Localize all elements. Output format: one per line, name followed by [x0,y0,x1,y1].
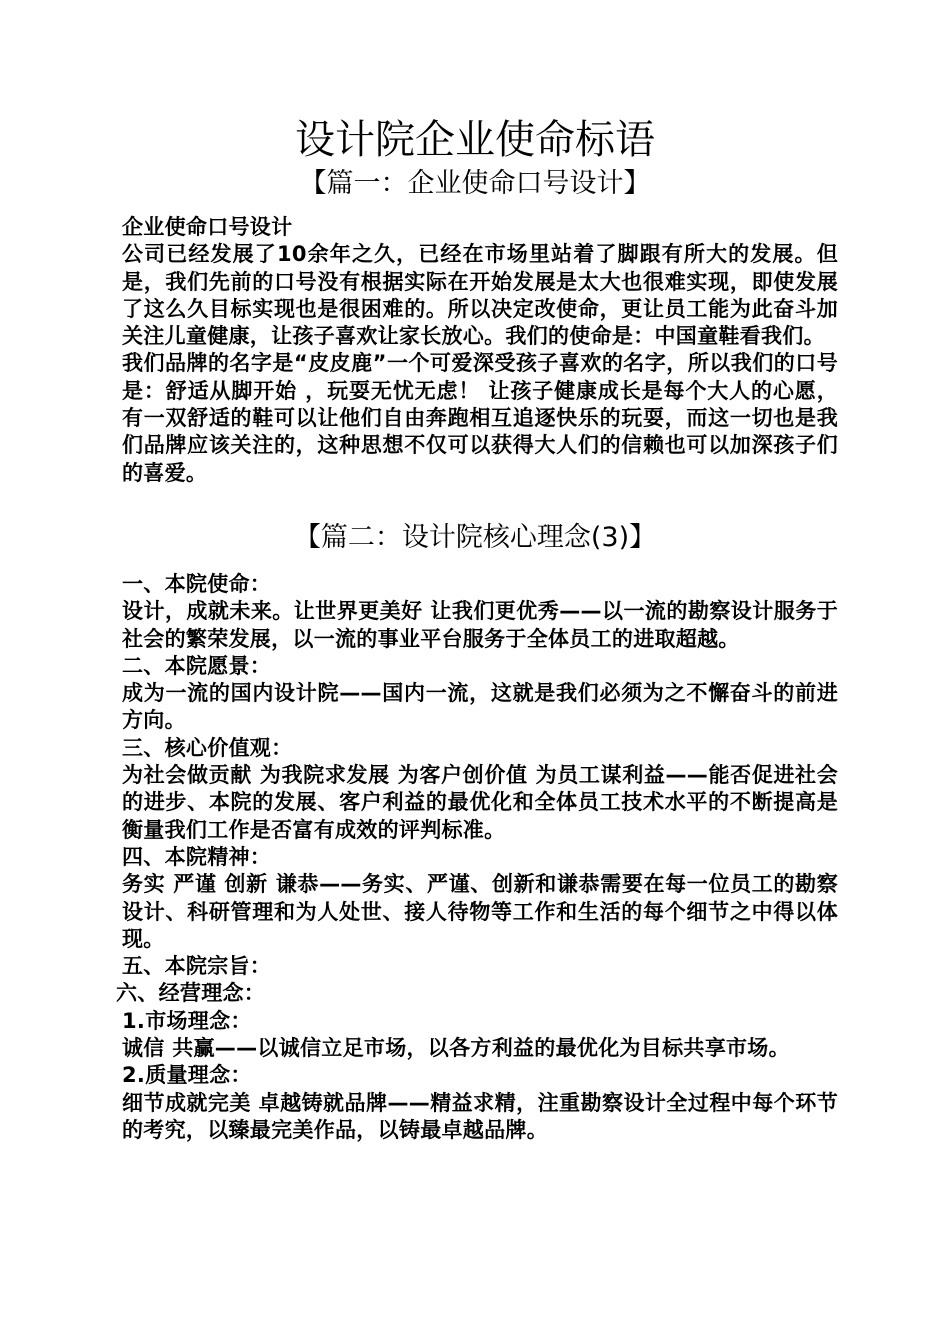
vision-text: 成为一流的国内设计院——国内一流，这就是我们必须为之不懈奋斗的前进方向。 [122,681,838,733]
section2-heading: 【篇二：设计院核心理念(3)】 [293,522,657,553]
market-philosophy-text: 诚信 共赢——以诚信立足市场，以各方利益的最优化为目标共享市场。 [122,1036,790,1061]
spirit-heading: 四、本院精神： [122,844,272,869]
vision-heading: 二、本院愿景： [122,653,272,678]
section1-paragraph-2: 我们品牌的名字是“皮皮鹿”一个可爱深受孩子喜欢的名字，所以我们的口号是：舒适从脚开始 ，玩耍无忧无虑！ 让孩子健康成长是每个大人的心愿，有一双舒适的鞋可以让他们自由奔跑相互追逐快乐的玩耍，而这一切也是我们品牌应该关注的，这种思想不仅可以获得大人们的信赖也可以加深孩子们的喜爱。 [122,351,838,485]
section1-heading: 【篇一：企业使命口号设计】 [299,168,651,199]
section1-paragraph-1: 公司已经发展了10余年之久，已经在市场里站着了脚跟有所大的发展。但是，我们先前的口号没有根据实际在开始发展是太大也很难实现，即使发展了这么久目标实现也是很困难的。所以决定改使命，更让员工能为此奋斗加关注儿童健康，让孩子喜欢让家长放心。我们的使命是：中国童鞋看我们。 [122,242,838,349]
document-title: 设计院企业使命标语 [295,117,655,163]
values-heading: 三、核心价值观： [122,735,293,760]
mission-text: 设计，成就未来。让世界更美好 让我们更优秀——以一流的勘察设计服务于社会的繁荣发展，以一流的事业平台服务于全体员工的进取超越。 [122,599,838,651]
section2-body [116,571,838,1144]
market-philosophy-heading: 1.市场理念： [122,1008,252,1033]
quality-philosophy-heading: 2.质量理念： [122,1063,252,1088]
purpose-heading: 五、本院宗旨： [122,954,272,979]
section1-body [116,214,838,487]
quality-philosophy-text: 细节成就完美 卓越铸就品牌——精益求精，注重勘察设计全过程中每个环节的考究，以臻最完美作品，以铸最卓越品牌。 [122,1090,838,1142]
spirit-text: 务实 严谨 创新 谦恭——务实、严谨、创新和谦恭需要在每一位员工的勘察设计、科研管理和为人处世、接人待物等工作和生活的每个细节之中得以体现。 [122,872,838,951]
section1-subheading: 企业使命口号设计 [122,215,293,239]
business-philosophy-heading: 六、经营理念： [116,981,266,1006]
mission-heading: 一、本院使命： [122,572,272,596]
values-text: 为社会做贡献 为我院求发展 为客户创价值 为员工谋利益——能否促进社会的进步、本院的发展、客户利益的最优化和全体员工技术水平的不断提高是衡量我们工作是否富有成效的评判标准。 [122,763,838,842]
